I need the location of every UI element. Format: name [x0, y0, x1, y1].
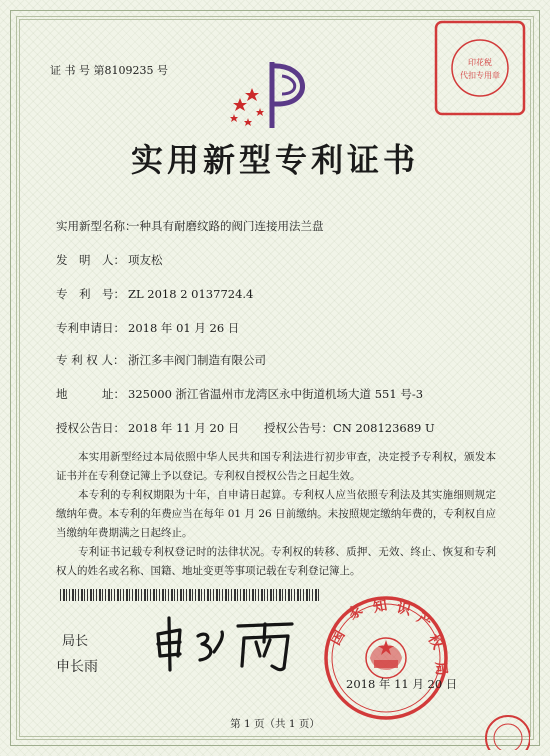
barcode	[60, 589, 320, 601]
svg-text:国: 国	[327, 627, 349, 648]
patent-number-row	[56, 286, 253, 302]
address-label: 地 址：	[56, 387, 125, 401]
paragraph-term: 本专利的专利权期限为十年，自申请日起算。专利权人应当依照专利法及其实施细则规定缴纳年费。本专利的年费应当在每年 01 月 26 日前缴纳。未按照规定缴纳年费的，专利权自应当缴纳年费期满之日起终止。	[56, 489, 496, 539]
svg-text:代扣专用章: 代扣专用章	[460, 71, 500, 80]
inventor-value: 项友松	[128, 253, 163, 267]
svg-text:识: 识	[395, 600, 413, 619]
patentee-row	[56, 352, 266, 368]
patent-number-label: 专 利 号：	[56, 287, 125, 301]
paragraph-grant: 本实用新型经过本局依照中华人民共和国专利法进行初步审查，决定授予专利权，颁发本证书并在专利登记簿上予以登记。专利权自授权公告之日起生效。	[56, 451, 496, 482]
tax-stamp-seal	[432, 18, 528, 118]
grant-row	[56, 420, 435, 436]
paragraph-legal-status: 专利证书记载专利权登记时的法律状况。专利权的转移、质押、无效、终止、恢复和专利权人的姓名或名称、国籍、地址变更等事项记载在专利登记簿上。	[56, 546, 496, 577]
inventor-row	[56, 252, 163, 268]
utility-model-name-row	[56, 218, 324, 234]
director-name: 申长雨	[56, 659, 98, 675]
handwritten-signature	[152, 612, 312, 676]
utility-model-name-value: 一种具有耐磨纹路的阀门连接用法兰盘	[128, 219, 324, 233]
patentee-value: 浙江多丰阀门制造有限公司	[128, 353, 266, 367]
grant-date-label: 授权公告日：	[56, 421, 125, 435]
director-title: 局长	[62, 634, 89, 649]
announcement-label: 授权公告号：	[264, 421, 333, 435]
page-number: 第 1 页（共 1 页）	[230, 718, 320, 730]
patent-number-value: ZL 2018 2 0137724.4	[128, 287, 254, 301]
svg-text:产: 产	[413, 610, 435, 632]
svg-text:权: 权	[424, 632, 446, 653]
svg-text:家: 家	[345, 602, 366, 624]
corner-stamp-icon	[478, 708, 530, 750]
certificate-title: 实用新型专利证书	[130, 141, 419, 179]
address-value: 325000 浙江省温州市龙湾区永中街道机场大道 551 号-3	[128, 387, 424, 401]
certificate-number: 证 书 号 第8109235 号	[50, 64, 168, 77]
svg-text:知: 知	[371, 597, 389, 616]
filing-date-label: 专利申请日：	[56, 321, 125, 335]
filing-date-row	[56, 320, 239, 336]
svg-text:印花税: 印花税	[468, 58, 492, 67]
announcement-value: CN 208123689 U	[333, 421, 435, 435]
official-seal	[316, 594, 456, 722]
inventor-label: 发 明 人：	[56, 253, 125, 267]
address-row	[56, 386, 423, 402]
patentee-label: 专 利 权 人：	[56, 353, 125, 367]
filing-date-value: 2018 年 01 月 26 日	[128, 321, 240, 335]
grant-date-value: 2018 年 11 月 20 日	[128, 421, 240, 435]
patent-office-logo-icon	[222, 58, 322, 130]
utility-model-name-label: 实用新型名称：	[56, 219, 137, 233]
issue-date: 2018 年 11 月 20 日	[346, 677, 458, 691]
svg-text:局: 局	[432, 660, 450, 677]
